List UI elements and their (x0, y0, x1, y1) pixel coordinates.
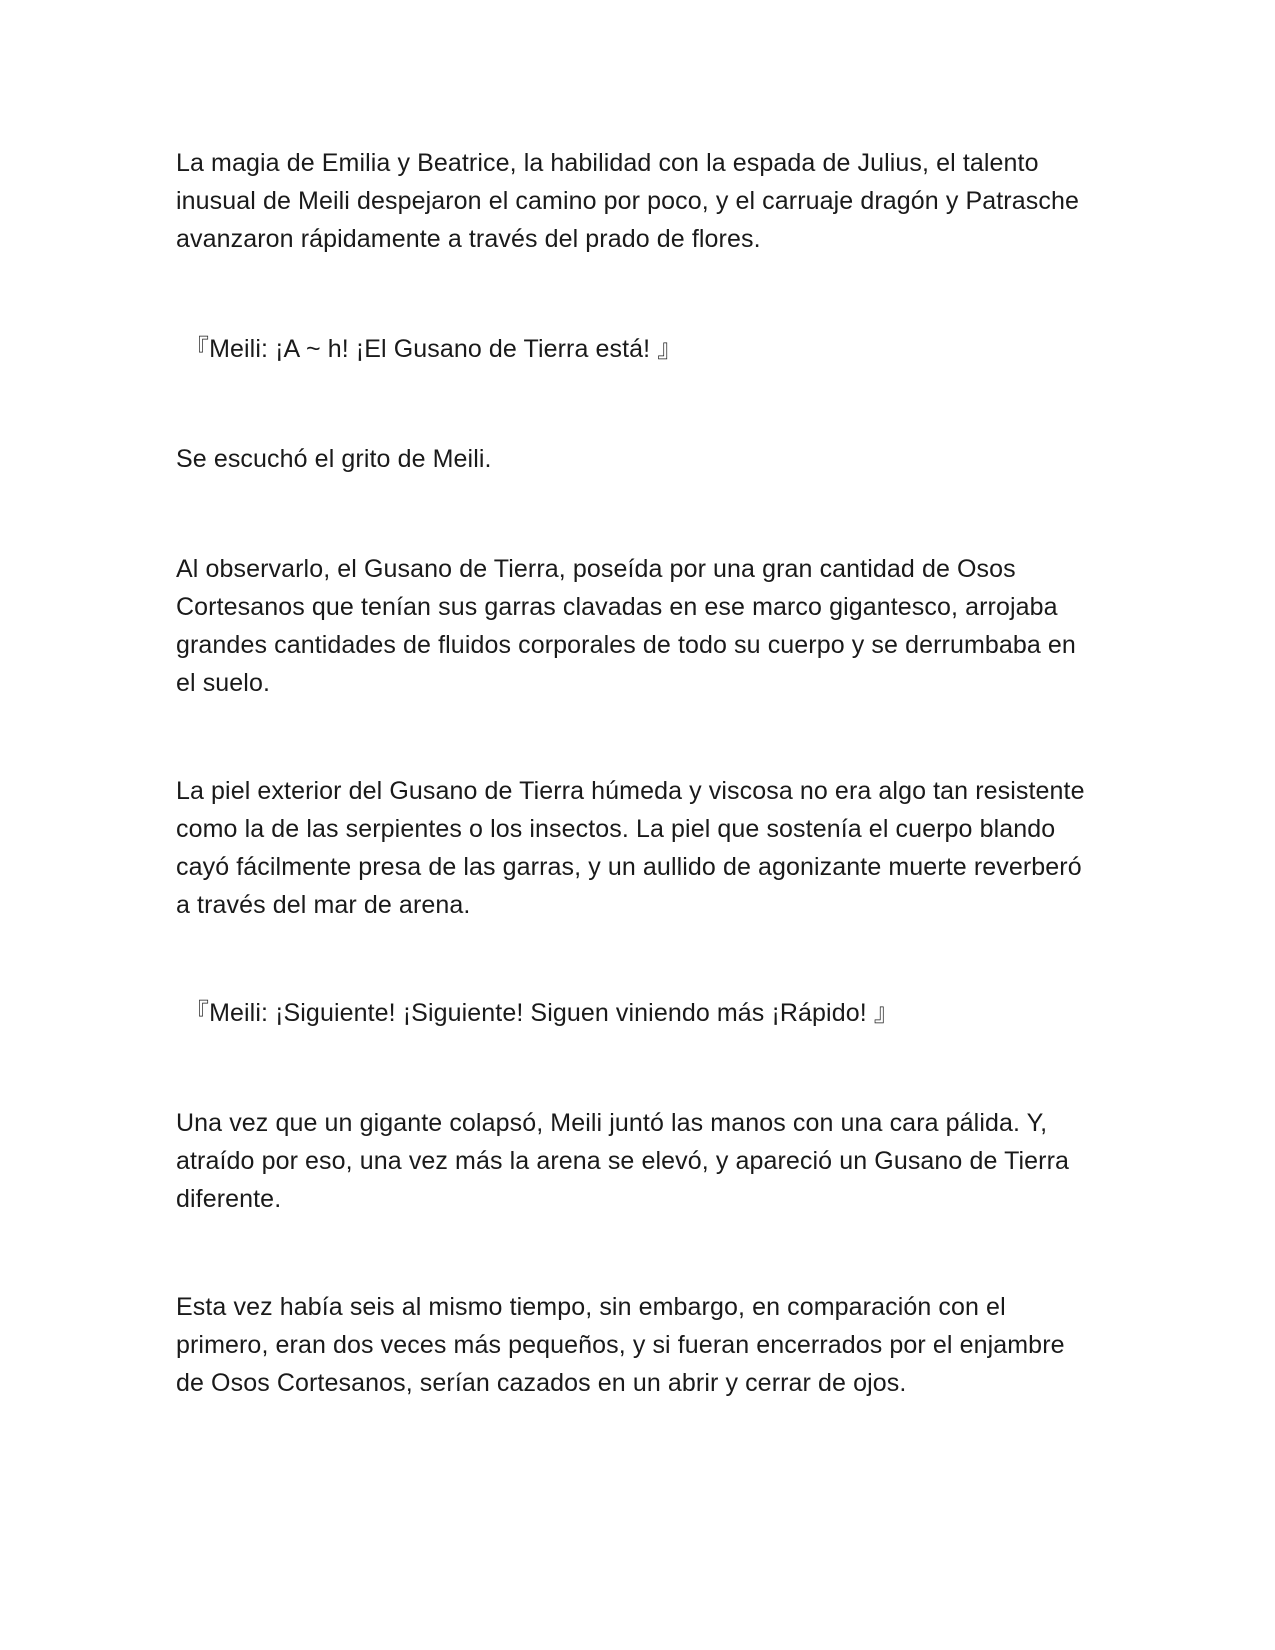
paragraph-1: La magia de Emilia y Beatrice, la habilidad con la espada de Julius, el talento inusual de Meili despejaron el camino por poco, y el carruaje dragón y Patrasche avanzaron rápidamente a través del prado de flores. (176, 149, 1079, 253)
dialogue-2: 『Meili: ¡Siguiente! ¡Siguiente! Siguen viniendo más ¡Rápido! 』 (184, 999, 899, 1027)
paragraph-6: Esta vez había seis al mismo tiempo, sin embargo, en comparación con el primero, eran dos veces más pequeños, y si fueran encerrados por el enjambre de Osos Cortesanos, serían cazados en un abrir y cerrar de ojos. (176, 1293, 1065, 1397)
paragraph-5: Una vez que un gigante colapsó, Meili juntó las manos con una cara pálida. Y, atraído por eso, una vez más la arena se elevó, y apareció un Gusano de Tierra diferente. (176, 1109, 1070, 1213)
paragraph-3: Al observarlo, el Gusano de Tierra, poseída por una gran cantidad de Osos Cortesanos que tenían sus garras clavadas en ese marco gigantesco, arrojaba grandes cantidades de fluidos corporales de todo su cuerpo y se derrumbaba en el suelo. (176, 555, 1076, 697)
paragraph-4: La piel exterior del Gusano de Tierra húmeda y viscosa no era algo tan resistente como la de las serpientes o los insectos. La piel que sostenía el cuerpo blando cayó fácilmente presa de las garras, y un aullido de agonizante muerte reverberó a través del mar de arena. (176, 777, 1085, 919)
paragraph-2: Se escuchó el grito de Meili. (176, 445, 492, 473)
dialogue-1: 『Meili: ¡A ~ h! ¡El Gusano de Tierra está! 』 (184, 335, 683, 363)
